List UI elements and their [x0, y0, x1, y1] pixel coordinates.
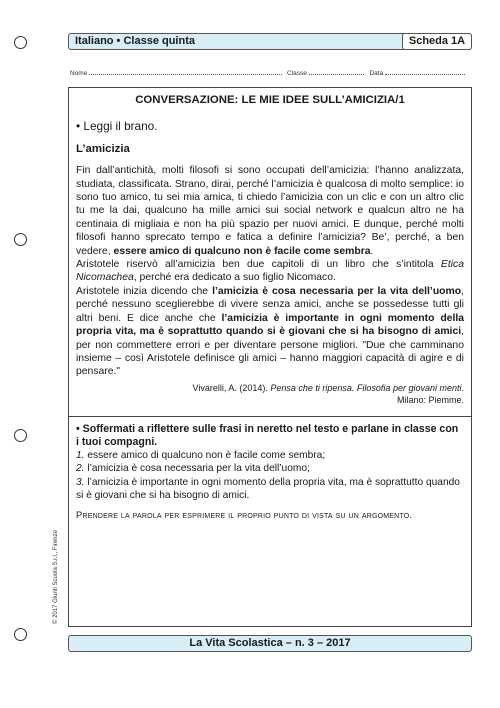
citation-title: Pensa che ti ripensa. Filosofia per giovani menti [270, 382, 462, 393]
header-title: Italiano • Classe quinta [75, 35, 195, 47]
instruction-reflect: • Soffermati a riflettere sulle frasi in neretto nel testo e parlane in classe con i tuoi compagni. [76, 422, 459, 448]
citation-publisher: Milano: Piemme. [396, 394, 464, 405]
copyright-notice: © 2017 Giunti Scuola S.r.l., Firenze [53, 530, 59, 624]
p3-text-c: , per non commettere errori e per diventare persone migliori. "Due che camminano insieme – così Aristotele definisce gli amici – hanno maggiori capacità di agire e di pensare." [76, 326, 464, 378]
p1-end: . [370, 245, 374, 257]
footer-bar: La Vita Scolastica – n. 3 – 2017 [68, 635, 472, 652]
p2-end: , perché era dedicato a suo figlio Nicomaco. [133, 272, 336, 284]
p1-text: Fin dall’antichità, molti filosofi si sono occupati dell’amicizia: l’hanno analizzata, studiata, classificata. Strano, dirai, perché l’amicizia è qualcosa di molto semplice: io sono tuo amico, tu sei mia amica, ti chiedo l’amicizia con un clic e con un altro clic tu me la dai, qualcuno ha mille amici sui social network e qualcun altro ne ha centinaia di migliaia e non ha più spazio per nuovi amici. E dunque, perché molti filosofi hanno sprecato tempo e fatica a definire l’amicizia? Be’, perché, a ben vedere, [76, 165, 464, 257]
section-divider [68, 416, 472, 417]
worksheet-tab: Scheda 1A [402, 33, 472, 50]
page-title: CONVERSAZIONE: LE MIE IDEE SULL’AMICIZIA/1 [135, 94, 405, 106]
p2-text: Aristotele riservò all’amicizia ben due capitoli di un libro che s’intitola [76, 259, 441, 271]
passage-paragraph-3 [76, 285, 464, 379]
passage-paragraph-1 [76, 164, 464, 258]
passage-title: L’amicizia [76, 142, 130, 155]
classe-field[interactable] [309, 68, 364, 75]
list-text: essere amico di qualcuno non è facile come sembra; [84, 450, 326, 462]
nome-field[interactable] [89, 68, 282, 75]
list-text: l’amicizia è importante in ogni momento della propria vita, ma è soprattutto quando si è giovani che si ha bisogno di amici. [76, 476, 460, 501]
list-number: 2. [76, 463, 85, 475]
list-item [76, 476, 464, 502]
p3-text-b: , perché nessuno sceglierebbe di vivere senza amici, anche se possedesse tutti gli altri beni. E dice anche che [76, 285, 464, 324]
worksheet-content [76, 93, 464, 521]
binder-hole-top [14, 36, 27, 49]
instruction-read: • Leggi il brano. [76, 119, 158, 134]
p3-bold-b: l’amicizia è importante in ogni momento della propria vita, ma è soprattutto quando si è giovani che si ha bisogno di amici [76, 312, 464, 338]
name-class-date-row [70, 68, 472, 77]
citation [76, 382, 464, 406]
nome-label: Nome [70, 70, 88, 77]
p3-bold-a: l’amicizia è cosa necessaria per la vita dell’uomo [212, 285, 462, 297]
list-item [76, 449, 464, 462]
data-label: Data [369, 70, 384, 77]
data-field[interactable] [385, 68, 465, 75]
p1-bold: essere amico di qualcuno non è facile come sembra [113, 245, 371, 257]
list-item [76, 462, 464, 475]
citation-author: Vivarelli, A. (2014). [192, 382, 271, 393]
list-number: 3. [76, 476, 85, 488]
closing-objective: Prendere la parola per esprimere il proprio punto di vista su un argomento. [76, 508, 413, 520]
list-text: l’amicizia è cosa necessaria per la vita dell’uomo; [84, 463, 310, 475]
passage-paragraph-2 [76, 258, 464, 285]
classe-label: Classe [286, 70, 307, 77]
citation-end: . [461, 382, 464, 393]
binder-hole-bottom [14, 628, 27, 641]
p3-text-a: Aristotele inizia dicendo che [76, 285, 213, 297]
p2-book-title: Etica Nicomachea [76, 259, 464, 284]
list-number: 1. [76, 450, 85, 462]
binder-hole-middle [14, 233, 27, 246]
binder-hole-lower [14, 429, 27, 442]
header-bar [68, 33, 472, 50]
